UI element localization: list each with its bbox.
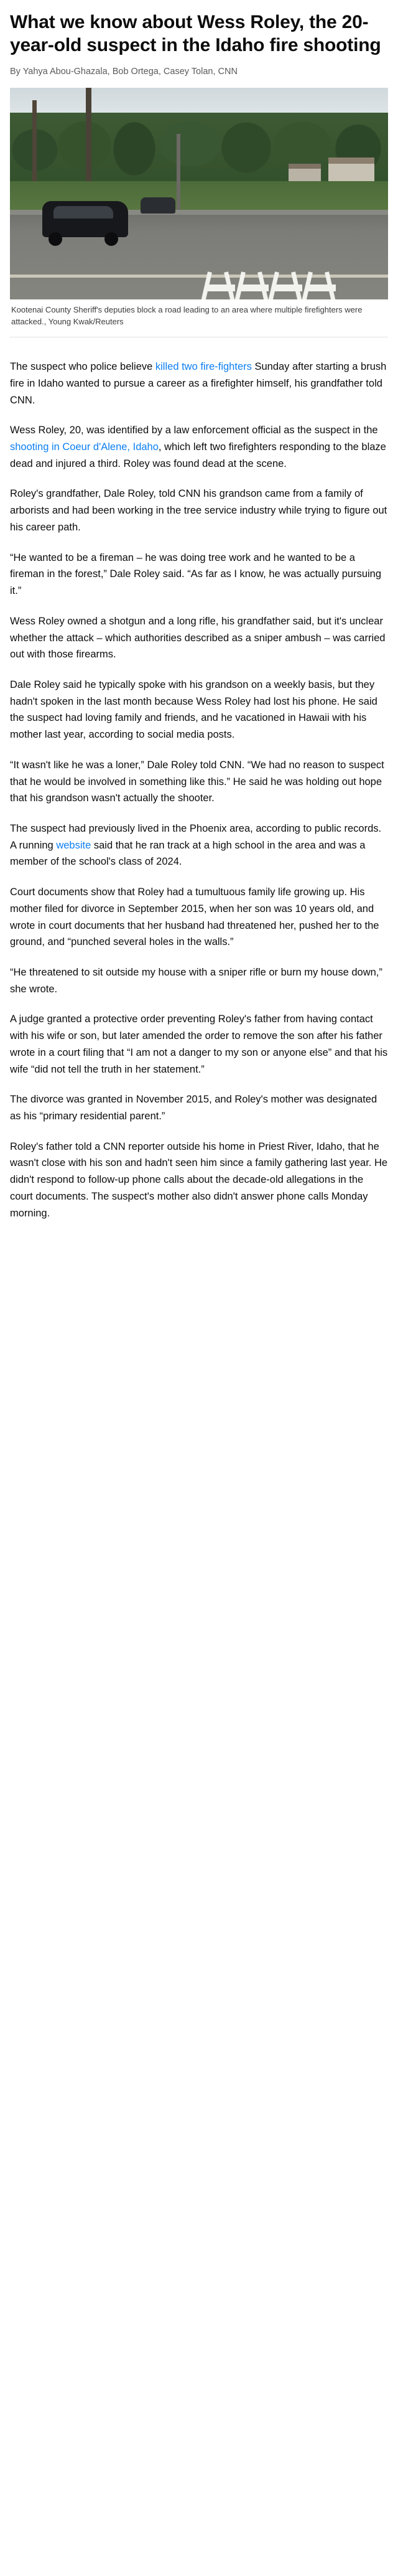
byline: By Yahya Abou-Ghazala, Bob Ortega, Casey Tolan, CNN bbox=[10, 67, 238, 77]
article-text-run: “It wasn't like he was a loner,” Dale Roley told CNN. “We had no reason to suspect that he would be involved in something like this.” He said he was holding out hope that his grandson wasn't actually the shooter. bbox=[10, 759, 384, 804]
article-text-run: A judge granted a protective order preventing Roley's father from having contact with his wife or son, but later amended the order to remove the son after his father wrote in a court filing that “I am not a danger to my son or anyone else” and that his wife “did not tell the truth in her statement.” bbox=[10, 1013, 388, 1075]
article-text-run: Roley's grandfather, Dale Roley, told CNN his grandson came from a family of arborists and had been working in the tree service industry while trying to figure out his career path. bbox=[10, 488, 387, 533]
article-figure bbox=[10, 88, 388, 337]
article-text-run: “He wanted to be a fireman – he was doing tree work and he wanted to be a fireman in the forest,” Dale Roley said. “As far as I know, he was actually pursuing it.” bbox=[10, 552, 382, 597]
article-paragraph bbox=[10, 613, 388, 663]
article-text-run: Roley's father told a CNN reporter outside his home in Priest River, Idaho, that he wasn't close with his son and hadn't seen him since a family gathering last year. He didn't respond to follow-up phone calls about the decade-old allegations in the court documents. The suspect's mother also didn't answer phone calls Monday morning. bbox=[10, 1140, 388, 1219]
article-paragraph bbox=[10, 757, 388, 807]
article-photo bbox=[10, 88, 388, 299]
photo-distant-vehicle bbox=[141, 197, 175, 214]
article-paragraph bbox=[10, 964, 388, 997]
article-body bbox=[10, 349, 388, 1221]
photo-caption: Kootenai County Sheriff's deputies block a road leading to an area where multiple firefighters were attacked., Young Kwak/Reuters bbox=[10, 299, 388, 337]
article-paragraph bbox=[10, 1139, 388, 1222]
article-text-run: Wess Roley owned a shotgun and a long rifle, his grandfather said, but it's unclear whether the attack – which authorities described as a sniper ambush – was carried out with those firearms. bbox=[10, 615, 386, 660]
article-text-run: said that he ran track at a high school in the area and was a member of the school's class of 2024. bbox=[10, 839, 366, 868]
article-inline-link[interactable]: killed two fire-fighters bbox=[155, 361, 252, 373]
article-text-run: Wess Roley, 20, was identified by a law enforcement official as the suspect in the bbox=[10, 425, 378, 436]
article-paragraph bbox=[10, 884, 388, 951]
article-paragraph bbox=[10, 1091, 388, 1124]
article-text-run: “He threatened to sit outside my house with a sniper rifle or burn my house down,” she wrote. bbox=[10, 967, 382, 995]
article-page bbox=[0, 0, 398, 1236]
article-inline-link[interactable]: shooting in Coeur d'Alene, Idaho bbox=[10, 441, 159, 453]
article-paragraph bbox=[10, 820, 388, 870]
article-paragraph bbox=[10, 677, 388, 743]
article-paragraph bbox=[10, 359, 388, 408]
article-paragraph bbox=[10, 1011, 388, 1078]
photo-road-line bbox=[10, 275, 388, 278]
article-text-run: Sunday after starting a brush fire in Idaho wanted to pursue a career as a firefighter himself, his grandfather told CNN. bbox=[10, 361, 387, 406]
photo-suv-window bbox=[53, 206, 113, 219]
article-paragraph bbox=[10, 422, 388, 472]
photo-utility-pole bbox=[177, 134, 180, 220]
article-text-run: The suspect who police believe bbox=[10, 361, 155, 373]
article-inline-link[interactable]: website bbox=[56, 839, 91, 851]
article-text-run: The suspect had previously lived in the Phoenix area, according to public records. A running bbox=[10, 822, 382, 851]
article-paragraph bbox=[10, 550, 388, 599]
article-text-run: The divorce was granted in November 2015, and Roley's mother was designated as his “primary residential parent.” bbox=[10, 1094, 377, 1122]
article-text-run: Court documents show that Roley had a tumultuous family life growing up. His mother filed for divorce in September 2015, when her son was 10 years old, and wrote in court documents that her husband had threatened her, pushed her to the ground, and “punched several holes in the walls.” bbox=[10, 886, 379, 948]
page-title: What we know about Wess Roley, the 20-year-old suspect in the Idaho fire shooting bbox=[10, 12, 381, 55]
article-text-run: Dale Roley said he typically spoke with his grandson on a weekly basis, but they hadn't spoken in the last month because Wess Roley had lost his phone. He said the suspect had loving family and friends, and he vacationed in Hawaii with his mother last year, according to social media posts. bbox=[10, 679, 377, 741]
article-text-run: , which left two firefighters responding to the blaze dead and injured a third. Roley was found dead at the scene. bbox=[10, 441, 386, 469]
article-paragraph bbox=[10, 486, 388, 535]
